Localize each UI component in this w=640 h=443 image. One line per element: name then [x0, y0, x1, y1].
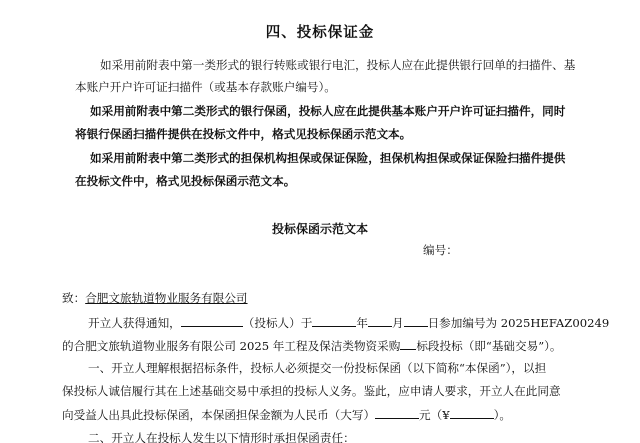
body-text: ）。: [493, 408, 512, 422]
page-cutoff: [0, 427, 640, 443]
addressee-prefix: 致：: [62, 291, 86, 305]
blank-year: [312, 315, 356, 327]
body-line: [62, 407, 511, 422]
body-text: 年: [356, 316, 368, 330]
section-heading: 四、投标保证金: [265, 24, 375, 41]
body-text: （投标人）于: [242, 316, 313, 330]
body-line: 保投标人诚信履行其在上述基础交易中承担的投标人义务。鉴此，应申请人要求，开立人在此同意: [62, 384, 561, 398]
blank-month: [368, 315, 392, 327]
addressee-name: 合肥文旅轨道物业服务有限公司: [85, 291, 248, 305]
blank-day: [404, 315, 428, 327]
body-line: 一、开立人理解根据招标条件，投标人必须提交一份投标保函（以下简称“本保函”），以担: [88, 361, 547, 375]
blank-bidder: [181, 315, 243, 327]
body-text: 标段投标（即“基础交易”）。: [416, 339, 562, 353]
body-text: 向受益人出具此投标保函，本保函担保金额为人民币（大写）: [62, 408, 376, 422]
blank-amount-figures: [450, 407, 494, 419]
addressee: [62, 291, 248, 305]
body-text: 的合肥文旅轨道物业服务有限公司 2025 年工程及保洁类物资采购: [62, 339, 401, 353]
paragraph-line: 如采用前附表中第二类形式的银行保函，投标人应在此提供基本账户开户许可证扫描件，同时: [90, 104, 566, 118]
body-text: 月: [391, 316, 404, 330]
body-text: 日参加编号为 2025HEFAZ00249: [427, 316, 610, 330]
paragraph-line: 在投标文件中，格式见投标保函示范文本。: [75, 174, 296, 188]
number-label: 编号：: [423, 243, 458, 257]
blank-amount-words: [375, 407, 419, 419]
paragraph-line: 将银行保函扫描件提供在投标文件中，格式见投标保函示范文本。: [75, 127, 412, 141]
paragraph-line: 如采用前附表中第一类形式的银行转账或银行电汇，投标人应在此提供银行回单的扫描件、基: [100, 58, 576, 72]
paragraph-line: 如采用前附表中第二类形式的担保机构担保或保证保险，担保机构担保或保证保险扫描件提供: [90, 151, 566, 165]
body-line: [88, 315, 609, 330]
template-title: 投标保函示范文本: [271, 222, 368, 236]
paragraph-line: 本账户开户许可证扫描件（或基本存款账户编号）。: [75, 80, 336, 94]
body-line: [62, 338, 562, 353]
blank-lot: [400, 338, 416, 350]
body-text: 开立人获得通知，: [88, 316, 181, 330]
body-line-cut: 二、开立人在投标人发生以下情形时承担保函责任：: [88, 431, 355, 443]
body-text: 元（¥: [419, 408, 450, 422]
